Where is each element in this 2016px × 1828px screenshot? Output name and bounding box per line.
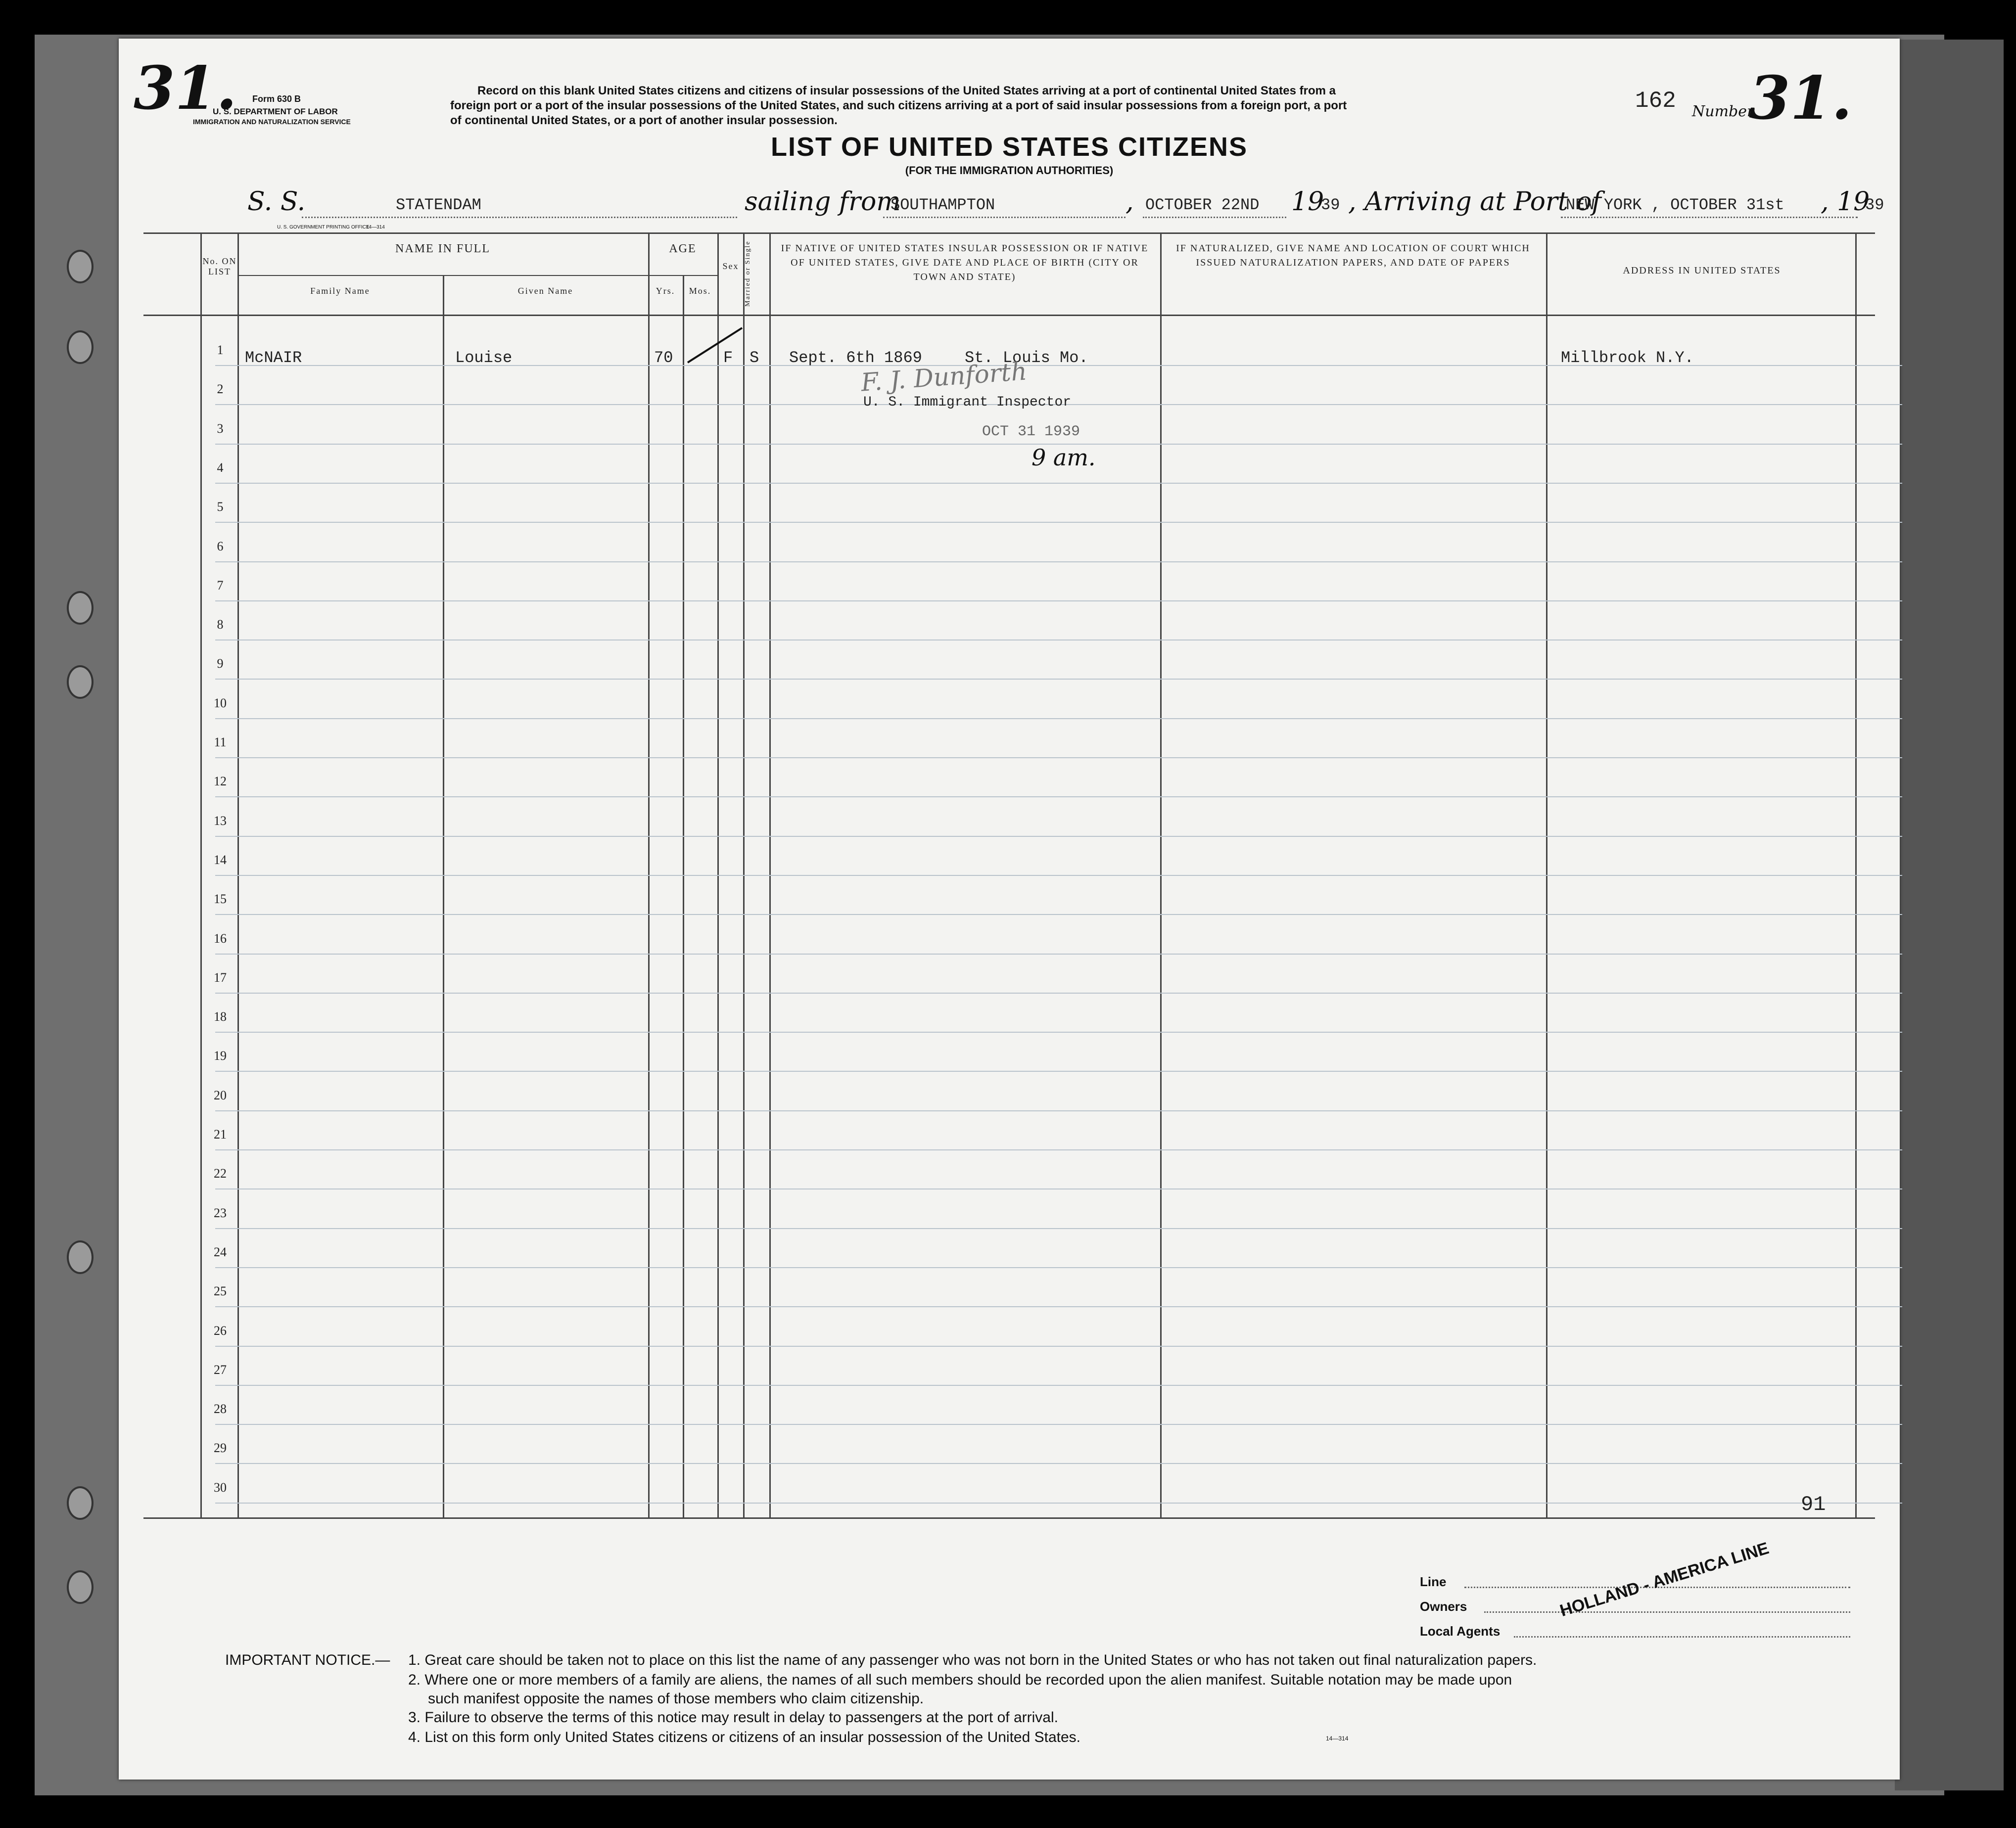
agents-label: Local Agents — [1420, 1624, 1500, 1639]
row-number: 10 — [214, 696, 227, 710]
row-number: 1 — [217, 343, 224, 357]
ruled-line — [215, 1385, 1902, 1386]
table-header-border — [143, 315, 1875, 316]
entry-age-yrs: 70 — [654, 349, 673, 367]
entry-birth-date: Sept. 6th 1869 — [789, 349, 922, 367]
sailing-label: sailing from — [745, 187, 901, 217]
year-prefix-2-text: 19 — [1837, 187, 1870, 217]
row-number: 16 — [214, 931, 227, 946]
binder-hole — [67, 250, 94, 283]
col-line-given — [443, 275, 444, 1517]
notice-title: IMPORTANT NOTICE.— — [225, 1652, 390, 1668]
row-number: 23 — [214, 1206, 227, 1220]
binder-hole — [67, 591, 94, 625]
form-code-bottom: 14—314 — [1326, 1735, 1349, 1742]
row-number: 14 — [214, 853, 227, 867]
ruled-line — [215, 1424, 1902, 1425]
col-header-native: IF NATIVE OF UNITED STATES INSULAR POSSESSION OR IF NATIVE OF UNITED STATES, GIVE DATE AND PLACE OF BIRTH (CITY OR TOWN AND STATE) — [781, 243, 1149, 282]
row-number: 18 — [214, 1009, 227, 1024]
owners-field — [1484, 1611, 1850, 1613]
ruled-line — [215, 1032, 1902, 1033]
ruled-line — [215, 1346, 1902, 1347]
notice-4: 4. List on this form only United States citizens or citizens of an insular possession of the United States. — [408, 1729, 1081, 1745]
ruled-line — [215, 796, 1902, 797]
entry-marital: S — [750, 349, 759, 367]
row-number: 27 — [214, 1363, 227, 1377]
list-number: 31. — [1749, 63, 1852, 133]
printing-code: 14—314 — [366, 225, 385, 230]
col-header-married: Married or Single — [744, 240, 751, 307]
inspector-signature: F. J. Dunforth — [860, 357, 1028, 397]
row-number: 25 — [214, 1284, 227, 1298]
row-number: 12 — [214, 774, 227, 788]
entry-address: Millbrook N.Y. — [1561, 349, 1694, 367]
row-number: 13 — [214, 814, 227, 828]
ruled-line — [215, 1463, 1902, 1464]
row-number: 15 — [214, 892, 227, 906]
col-header-name-in-full: NAME IN FULL — [395, 242, 490, 255]
instructions-line-2: foreign port or a port of the insular possessions of the United States, and such citizens arriving at a port of said insular possessions from a foreign port, a port — [450, 99, 1347, 112]
port-from: SOUTHAMPTON — [891, 196, 995, 214]
row-number: 2 — [217, 382, 224, 396]
arriving-label: , Arriving at Port of — [1348, 187, 1601, 217]
row-number: 3 — [217, 421, 224, 436]
ruled-line — [215, 1110, 1902, 1111]
number-label: Number — [1692, 103, 1754, 120]
row-number: 4 — [217, 460, 224, 475]
row-number: 17 — [214, 970, 227, 985]
row-number: 22 — [214, 1166, 227, 1181]
row-number: 8 — [217, 617, 224, 632]
printing-office: U. S. GOVERNMENT PRINTING OFFICE — [277, 225, 370, 230]
comma-1: , — [1125, 187, 1134, 217]
ruled-line — [215, 1071, 1902, 1072]
col-header-mos: Mos. — [689, 286, 711, 296]
row-number: 7 — [217, 578, 224, 593]
instructions-line-1: Record on this blank United States citizens and citizens of insular possessions of the United States arriving at a port of continental United States from a — [477, 84, 1336, 97]
col-header-given-name: Given Name — [517, 286, 573, 296]
ruled-line — [215, 954, 1902, 955]
ruled-line — [215, 1228, 1902, 1229]
row-number: 26 — [214, 1324, 227, 1338]
stamp-date: OCT 31 1939 — [982, 423, 1080, 440]
year-1: 39 — [1321, 196, 1340, 214]
col-header-naturalized: IF NATURALIZED, GIVE NAME AND LOCATION OF COURT WHICH ISSUED NATURALIZATION PAPERS, AND DATE OF PAPERS — [1176, 243, 1530, 268]
ruled-line — [215, 483, 1902, 484]
ruled-line — [215, 1306, 1902, 1307]
service-name: IMMIGRATION AND NATURALIZATION SERVICE — [193, 118, 351, 126]
row-number: 5 — [217, 500, 224, 514]
ruled-line — [215, 757, 1902, 758]
col-header-address: ADDRESS IN UNITED STATES — [1623, 265, 1781, 276]
age-tick-mark — [683, 323, 752, 367]
owners-label: Owners — [1420, 1599, 1467, 1614]
ss-label: S. S. — [247, 187, 306, 217]
row-number: 30 — [214, 1480, 227, 1495]
table-top-border — [143, 232, 1875, 234]
instructions-line-3: of continental United States, or a port of another insular possession. — [450, 114, 838, 127]
department-name: U. S. DEPARTMENT OF LABOR — [213, 107, 338, 116]
row-number: 19 — [214, 1049, 227, 1063]
notice-2a: 2. Where one or more members of a family are aliens, the names of all such members should be recorded upon the alien manifest. Suitable notation may be made upon — [408, 1672, 1512, 1688]
ruled-line — [215, 1188, 1902, 1189]
form-code: Form 630 B — [252, 94, 301, 104]
year-prefix-1: 19 — [1291, 187, 1324, 217]
col-line-no-left — [200, 232, 202, 1517]
ruled-line — [215, 522, 1902, 523]
ruled-line — [215, 836, 1902, 837]
ruled-line — [215, 718, 1902, 719]
manifest-page — [119, 39, 1900, 1780]
binder-hole — [67, 1486, 94, 1520]
ruled-line — [215, 1267, 1902, 1268]
notice-1: 1. Great care should be taken not to place on this list the name of any passenger who was not born in the United States or who has not taken out final naturalization papers. — [408, 1652, 1537, 1668]
year-prefix-2: , 19 — [1821, 187, 1870, 217]
ruled-line — [215, 914, 1902, 915]
handwritten-page-number: 31. — [134, 53, 237, 123]
col-line-mos — [683, 275, 684, 1517]
binder-hole — [67, 330, 94, 364]
ruled-line — [215, 600, 1902, 601]
row-number: 20 — [214, 1088, 227, 1102]
ship-name: STATENDAM — [396, 196, 481, 214]
entry-birth-place: St. Louis Mo. — [965, 349, 1088, 367]
inspector-title: U. S. Immigrant Inspector — [863, 395, 1072, 410]
ruled-line — [215, 993, 1902, 994]
ruled-line — [215, 679, 1902, 680]
year-2: 39 — [1865, 196, 1884, 214]
port-to: NEW YORK , OCTOBER 31st — [1566, 196, 1784, 214]
page-subtitle: (FOR THE IMMIGRATION AUTHORITIES) — [905, 164, 1114, 177]
entry-sex: F — [723, 349, 733, 367]
row-number: 28 — [214, 1402, 227, 1416]
entry-given-name: Louise — [455, 349, 513, 367]
row-number: 11 — [214, 735, 227, 749]
binder-hole — [67, 1570, 94, 1604]
notice-2b: such manifest opposite the names of those members who claim citizenship. — [428, 1691, 924, 1707]
date-from-line — [1143, 217, 1286, 218]
ruled-line — [215, 875, 1902, 876]
ruled-line — [215, 1503, 1902, 1504]
col-header-age: AGE — [669, 242, 697, 255]
entry-family-name: McNAIR — [245, 349, 302, 367]
port-from-line — [883, 217, 1125, 218]
ship-line — [302, 217, 737, 218]
col-header-yrs: Yrs. — [656, 286, 675, 296]
binder-edge — [1895, 40, 2004, 1790]
row-number: 29 — [214, 1441, 227, 1455]
col-header-family-name: Family Name — [310, 286, 370, 296]
corner-number: 91 — [1801, 1493, 1826, 1516]
page-number: 162 — [1635, 88, 1676, 114]
row-number: 6 — [217, 539, 224, 553]
agents-field — [1514, 1636, 1850, 1638]
agents-stamp: HOLLAND - AMERICA LINE — [1557, 1539, 1771, 1621]
row-number: 21 — [214, 1127, 227, 1142]
row-number: 24 — [214, 1245, 227, 1259]
line-label: Line — [1420, 1574, 1447, 1589]
arriving-label-text: Arriving at Port of — [1364, 187, 1601, 217]
col-header-sex: Sex — [722, 261, 739, 271]
date-from: OCTOBER 22ND — [1145, 196, 1260, 214]
col-header-no: No. ON LIST — [202, 256, 237, 276]
port-to-line — [1561, 217, 1858, 218]
page-title: LIST OF UNITED STATES CITIZENS — [771, 132, 1248, 162]
table-bottom-border — [143, 1517, 1875, 1519]
notice-3: 3. Failure to observe the terms of this notice may result in delay to passengers at the port of arrival. — [408, 1709, 1058, 1726]
ruled-line — [215, 561, 1902, 562]
binder-hole — [67, 665, 94, 699]
ruled-line — [215, 1149, 1902, 1150]
binder-hole — [67, 1240, 94, 1274]
stamp-time-note: 9 am. — [1031, 444, 1096, 471]
row-number: 9 — [217, 656, 224, 671]
